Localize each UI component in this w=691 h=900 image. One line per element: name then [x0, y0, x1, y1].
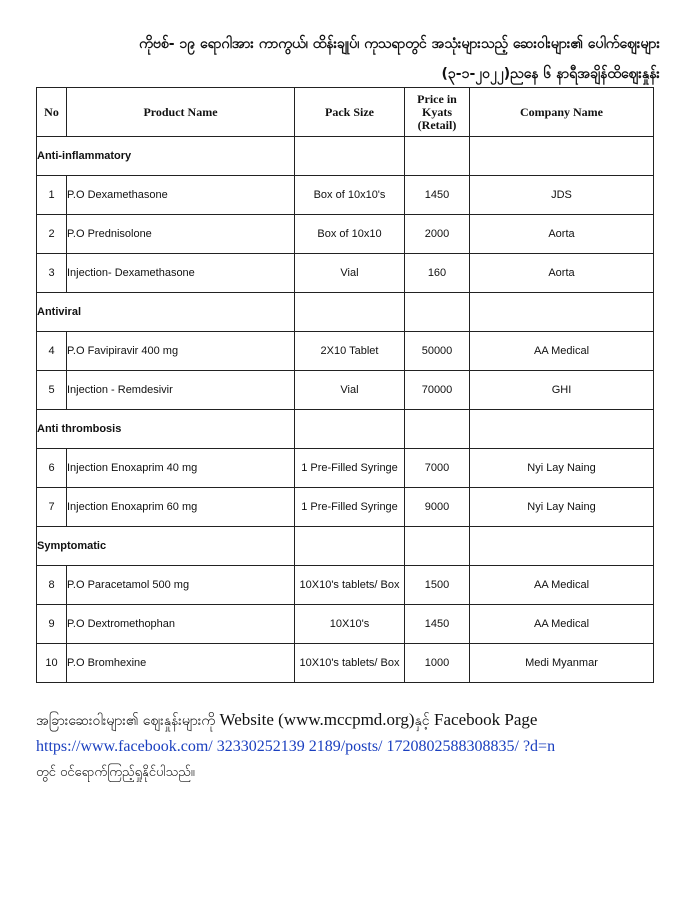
row-number-cell: 7	[37, 488, 67, 527]
row-number-cell: 2	[37, 215, 67, 254]
column-header-pack-size: Pack Size	[295, 88, 405, 137]
table-row	[37, 176, 654, 215]
pack-size-cell: Box of 10x10	[295, 215, 405, 254]
price-cell: 7000	[405, 449, 470, 488]
empty-cell	[470, 293, 654, 332]
category-label: Anti-inflammatory	[37, 137, 295, 176]
footer-closing: တွင် ဝင်ရောက်ကြည့်ရှုနိုင်ပါသည်။	[36, 765, 195, 780]
table-row	[37, 254, 654, 293]
table-row	[37, 566, 654, 605]
product-name-cell: Injection Enoxaprim 60 mg	[67, 488, 295, 527]
price-cell: 1500	[405, 566, 470, 605]
company-name-cell: Nyi Lay Naing	[470, 488, 654, 527]
price-cell: 70000	[405, 371, 470, 410]
category-label: Anti thrombosis	[37, 410, 295, 449]
pack-size-cell: 1 Pre-Filled Syringe	[295, 449, 405, 488]
company-name-cell: AA Medical	[470, 332, 654, 371]
empty-cell	[470, 137, 654, 176]
website-label: Website (www.mccpmd.org)	[219, 710, 415, 729]
empty-cell	[295, 410, 405, 449]
table-body	[37, 137, 654, 683]
table-row	[37, 605, 654, 644]
company-name-cell: Nyi Lay Naing	[470, 449, 654, 488]
row-number-cell: 9	[37, 605, 67, 644]
pack-size-cell: 10X10's tablets/ Box	[295, 644, 405, 683]
product-name-cell: Injection Enoxaprim 40 mg	[67, 449, 295, 488]
column-header-price: Price in Kyats (Retail)	[405, 88, 470, 137]
table-header-row	[37, 88, 654, 137]
empty-cell	[405, 293, 470, 332]
footer-line-2	[36, 738, 660, 756]
table-row	[37, 488, 654, 527]
product-name-cell: P.O Bromhexine	[67, 644, 295, 683]
pack-size-cell: 10X10's	[295, 605, 405, 644]
table-row	[37, 449, 654, 488]
row-number-cell: 6	[37, 449, 67, 488]
category-row	[37, 293, 654, 332]
company-name-cell: Aorta	[470, 254, 654, 293]
product-name-cell: P.O Favipiravir 400 mg	[67, 332, 295, 371]
empty-cell	[405, 410, 470, 449]
footer-line-1	[36, 710, 660, 732]
category-label: Antiviral	[37, 293, 295, 332]
facebook-link[interactable]: https://www.facebook.com/ 32330252139 2189/posts/ 1720802588308835/ ?d=n	[36, 738, 556, 755]
column-header-product-name: Product Name	[67, 88, 295, 137]
table-row	[37, 644, 654, 683]
empty-cell	[470, 410, 654, 449]
price-table	[36, 87, 654, 683]
row-number-cell: 3	[37, 254, 67, 293]
footer-intro: အခြားဆေးဝါးများ၏ ဈေးနှုန်းများကို	[36, 713, 216, 729]
pack-size-cell: 1 Pre-Filled Syringe	[295, 488, 405, 527]
footer-and: နှင့်	[414, 713, 430, 729]
category-row	[37, 410, 654, 449]
pack-size-cell: 10X10's tablets/ Box	[295, 566, 405, 605]
company-name-cell: AA Medical	[470, 566, 654, 605]
empty-cell	[295, 137, 405, 176]
price-cell: 9000	[405, 488, 470, 527]
category-row	[37, 137, 654, 176]
company-name-cell: Medi Myanmar	[470, 644, 654, 683]
row-number-cell: 1	[37, 176, 67, 215]
facebook-page-label: Facebook Page	[434, 710, 538, 729]
row-number-cell: 4	[37, 332, 67, 371]
row-number-cell: 8	[37, 566, 67, 605]
column-header-no: No	[37, 88, 67, 137]
price-cell: 1000	[405, 644, 470, 683]
price-cell: 1450	[405, 176, 470, 215]
table-row	[37, 371, 654, 410]
product-name-cell: Injection - Remdesivir	[67, 371, 295, 410]
price-cell: 1450	[405, 605, 470, 644]
empty-cell	[295, 527, 405, 566]
document-title: ကိုဗစ်- ၁၉ ရောဂါအား ကာကွယ်၊ ထိန်းချုပ်၊ ကုသရာတွင် အသုံးများသည့် ဆေးဝါးများ၏ ပေါက်ဈေးများ	[139, 36, 660, 52]
pack-size-cell: 2X10 Tablet	[295, 332, 405, 371]
company-name-cell: AA Medical	[470, 605, 654, 644]
pack-size-cell: Vial	[295, 254, 405, 293]
product-name-cell: P.O Paracetamol 500 mg	[67, 566, 295, 605]
product-name-cell: P.O Dexamethasone	[67, 176, 295, 215]
category-row	[37, 527, 654, 566]
column-header-company-name: Company Name	[470, 88, 654, 137]
empty-cell	[405, 137, 470, 176]
pack-size-cell: Box of 10x10's	[295, 176, 405, 215]
company-name-cell: GHI	[470, 371, 654, 410]
pack-size-cell: Vial	[295, 371, 405, 410]
empty-cell	[470, 527, 654, 566]
company-name-cell: Aorta	[470, 215, 654, 254]
empty-cell	[405, 527, 470, 566]
row-number-cell: 10	[37, 644, 67, 683]
category-label: Symptomatic	[37, 527, 295, 566]
document-subtitle-date: (၃-၁-၂၀၂၂)ညနေ ၆ နာရီအချိန်ထိဈေးနှုန်း	[441, 66, 660, 82]
empty-cell	[295, 293, 405, 332]
company-name-cell: JDS	[470, 176, 654, 215]
row-number-cell: 5	[37, 371, 67, 410]
price-cell: 160	[405, 254, 470, 293]
table-row	[37, 332, 654, 371]
product-name-cell: P.O Prednisolone	[67, 215, 295, 254]
product-name-cell: P.O Dextromethophan	[67, 605, 295, 644]
product-name-cell: Injection- Dexamethasone	[67, 254, 295, 293]
table-row	[37, 215, 654, 254]
price-cell: 2000	[405, 215, 470, 254]
price-cell: 50000	[405, 332, 470, 371]
